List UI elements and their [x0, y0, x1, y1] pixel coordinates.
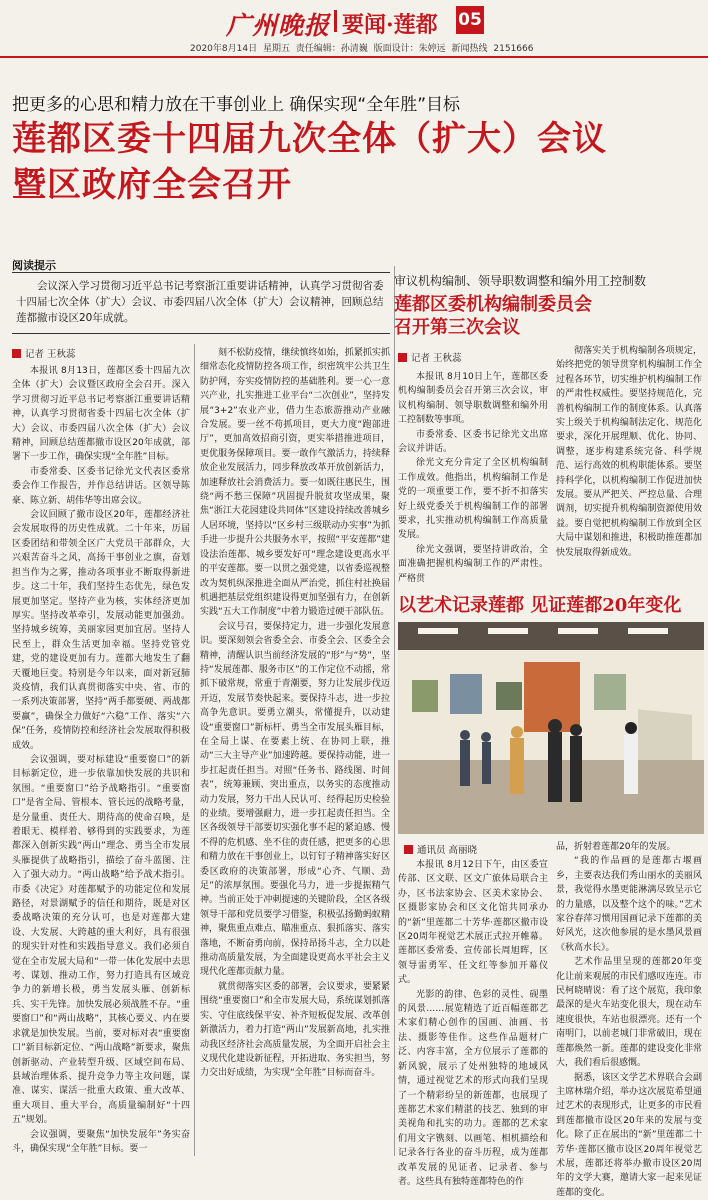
third-headline: 以艺术记录莲都 见证莲都20年变化: [398, 591, 681, 617]
second-paragraph: 本报讯 8月10日上午，莲都区委机构编制委员会召开第三次会议，审议机构编制、领导职数调整和编外用工控制数等事项。: [398, 370, 548, 428]
exhibition-photo: [398, 622, 704, 834]
third-paragraph: 本报讯 8月12日下午，由区委宣传部、区文联、区文广旅体局联合主办，区书法家协会、区美术家协会、区摄影家协会和区文化馆共同承办的“新”里莲都二十芳华·莲都区撤市设区20周年视觉艺术展正式拉开帷幕。莲都区委常委、宣传部长周旭晖，区领导雷勇军、任文红等参加开幕仪式。: [398, 858, 548, 988]
lead-column-1: [12, 364, 190, 1156]
masthead-separator: [334, 10, 337, 32]
lead-byline-text: 记者 王秋蕊: [25, 349, 76, 360]
third-paragraph: “我的作品画的是莲都古堰画乡，主要表达我们秀山丽水的美丽风景，我觉得水墨更能淋漓尽致呈示它的力量感，以及整个这个的味。”艺术家谷春萍习惯用国画记录下莲都的美好风光，这次他参展的是水墨风景画《秋高水长》。: [556, 854, 702, 955]
second-headline-line1: 莲都区委机构编制委员会: [394, 293, 592, 316]
lead-paragraph: 本报讯 8月13日，莲都区委十四届九次全体（扩大）会议暨区政府全会召开。深入学习贯彻习近平总书记考察浙江重要讲话精神，认真学习贯彻省委十四届七次全体（扩大）会议、市委四届八次全体（扩大）会议精神，回顾总结莲都撤市设区20年成就，部署下一步工作，确保实现“全年胜”目标。: [12, 364, 190, 465]
lead-paragraph: 市委常委、区委书记徐光文代表区委常委会作工作报告，并作总结讲话。区领导陈豪、陈立新、胡伟华等出席会议。: [12, 465, 190, 508]
lead-headline-line2: 暨区政府全会召开: [12, 162, 607, 208]
lead-byline: [12, 346, 76, 360]
second-column-1: [398, 370, 548, 570]
third-column-1: [398, 858, 548, 1156]
lead-column-2: [200, 346, 390, 1156]
third-byline-text: 通讯员 高丽晓: [417, 845, 477, 856]
second-paragraph: 彻落实关于机构编制各项规定，始终把党的领导贯穿机构编制工作全过程各环节，切实维护机构编制工作的严肃性权威性。要坚持规范化，完善机构编制工作的制度体系。认真落实上级关于机构编制法定化、规范化要求，深化开展理顺、优化、协同、调整，逐步构建系统完备、科学规范、运行高效的机构职能体系。要坚持科学化，以机构编制工作促进加快发展。要从严把关、严控总量、合理调剂，切实提升机构编制资源使用效益。要自觉把机构编制工作放到全区大局中谋划和推进，积极助推莲都加快发展取得新成效。: [556, 344, 702, 560]
section-title: 要闻·莲都: [342, 8, 438, 39]
lead-paragraph: 会议回顾了撤市设区20年，莲都经济社会发展取得的历史性成就。二十年来，历届区委团结和带领全区广大党员干部群众，大兴艰苦奋斗之风，高扬干事创业之旗，奋划担当作为之雾，推动各项事业不断取得新进步。这二十年，我们坚持生态优先，绿色发展更加坚定。坚持产业为核，实体经济更加厚实。坚持改革牵引，发展动能更加强劲。坚持城乡统筹，美丽家园更加宜居。坚持人民至上，群众生活更加幸福。坚持党管党建，党的建设更加有力。莲都大地发生了翻天覆地巨变。特别是今年以来，面对新冠肺炎疫情，我们认真贯彻落实中央、省、市的一系列决策部署，坚持“两手都要硬、两战都要赢”，确保全力做好“六稳”工作、落实“六保”任务，疫情防控和经济社会发展取得积极成效。: [12, 508, 190, 753]
section-divider: [394, 266, 395, 1156]
lead-paragraph: 刻不松防疫情，继续慎终如始，抓紧抓实抓细常态化疫情防控各项工作，织密筑牢公共卫生防护网，夯实疫情防控的基础胜利。要一心一意兴产业，扎实推进工业平台“二次创业”，坚持发展“3+2”农业产业，借力生态旅游推动产业融合发展。要一丝不苟抓项目，更大力度“跑部进厅”，更加高效招商引资，更实举措推进项目，更优服务保障项目。要一敢作气激活力，持续释放企业发展活力，同步释放改革开放创新活力，加速释放社会消费活力。要一如既往惠民生，围绕“两不愁三保障”巩固提升脱贫攻坚成果，聚焦“浙江大花园建设共同体”区建设持续改善城乡人居环境，坚持以“区乡村三级联动办实事”为抓手进一步提升公共服务水平，按照“平安莲都”建设法治莲都、城乡要发好可“理念建设更高水平的平安莲都。要一以贯之强党建，以省委巡视整改为契机纵深推进全面从严治党，抓住村社换届机遇把基层党组织建设得更加坚强有力，在创新实践“五大工作制度”中着力锻造过硬干部队伍。: [200, 346, 390, 620]
third-paragraph: 品，折射着莲都20年的发展。: [556, 840, 702, 854]
lead-paragraph: 会议号召，要保持定力，进一步强化发展意识。要深刻领会省委全会、市委全会、区委全会精神，清醒认识当前经济发展的“形”与“势”，坚持“发展莲都、服务市区”的工作定位不动摇，常抓下破常规，常重于青潮要，努力让发展步伐迈开迈，发展节奏快起来。要保持斗志，进一步拉高争先意识。要勇立潮头，常懂提升，以动建设“重要窗口”新标杆、勇当全市发展头雁目标，在全局上谋、在要素上统、在协同上联，推动“三大主导产业”加速跨越。要保持动能，进一步扛起责任担当。对照“任务书、路线图、时间表”，统筹兼顾、突出重点，以务实的态度推动动力发展，努力干出人民认可、经得起历史检验的业绩。要增强耐力，进一步扛起责任担当。全区各级领导干部要切实强化事不起的紧迫感、慢不得的危机感、坐不住的责任感，把更多的心思和精力放在干事创业上，以钉钉子精神落实好区委区政府的决策部署，形成“心齐、气顺、劲足”的浓厚氛围。要强化马力，进一步提振精气神。当前正处于冲刺提速的关键阶段，全区各级领导干部和党员要学习借鉴，积极弘扬勤蚂蚁精神，聚焦重点难点、瞄准重点、狠抓落实、落实落地，不断奋勇向前，保持昂扬斗志，全力以赴推动高质量发展，为全面建设更高水平社会主义现代化莲都贡献力量。: [200, 620, 390, 980]
read-guide-text: 会议深入学习贯彻习近平总书记考察浙江重要讲话精神，认真学习贯彻省委十四届七次全体（扩大）会议、市委四届八次全体（扩大）会议精神，回顾总结莲都撤市设区20年成就。: [16, 278, 386, 326]
byline-marker-icon: [398, 353, 407, 362]
second-byline-text: 记者 王秋蕊: [411, 353, 462, 364]
second-paragraph: 徐光文强调，要坚持讲政治，全面准确把握机构编制工作的严肃性。严格贯: [398, 543, 548, 586]
third-column-2: [556, 840, 702, 1156]
second-column-2: [556, 344, 702, 570]
read-guide-label: 阅读提示: [12, 257, 56, 273]
third-paragraph: 光影的韵律、色彩的灵性、砚墨的风景……展览精选了近百幅莲都艺术家们精心创作的国画、油画、书法、摄影等佳作。这些作品题材广泛、内容丰富，全方位展示了莲都的新风貌，展示了处州独特的地域风情，通过视觉艺术的形式向我们呈现了一个精彩纷呈的新莲都，也展现了莲都艺术家们精湛的技艺、独到的审美视角和扎实的功力。莲都的艺术家们用文字镌刻、以画笔、相机描绘和记录各行各业的奋斗历程，成为莲都改革发展的见证者、记录者、参与者。这些具有独特莲都特色的作: [398, 988, 548, 1190]
second-paragraph: 徐光文充分肯定了全区机构编制工作成效。他指出，机构编制工作是党的一项重要工作，要不折不扣落实好上级党委关于机构编制工作的部署要求，扎实推动机构编制工作高质量发展。: [398, 456, 548, 542]
lead-paragraph: 就贯彻落实区委的部署，会议要求，要紧紧围绕“重要窗口”和全市发展大局，系统谋划抓落实、守住底线保平安、补齐短板促发展、改革创新激活力，着力打造“两山”发展新高地，扎实推动我区经济社会高质量发展，为全面开启社会主义现代化建设新征程，开拓进取、务实担当，努力交出好成绩，为实现“全年胜”目标而奋斗。: [200, 980, 390, 1081]
lead-headline-line1: 莲都区委十四届九次全体（扩大）会议: [12, 116, 607, 162]
second-byline: [398, 350, 462, 364]
second-kicker: 审议机构编制、领导职数调整和编外用工控制数: [394, 272, 646, 289]
third-paragraph: 据悉，该区文学艺术界联合会副主席林瑞介绍，举办这次展览希望通过艺术的表现形式，让更多的市民看到莲都撤市设区20年来的发展与变化。除了正在展出的“新”里莲都二十芳华·莲都区撤市设区20周年视觉艺术展，莲都还将举办撤市设区20周年的文学大赛，邀请大家一起来见证莲都的变化。: [556, 1071, 702, 1200]
third-byline: [404, 842, 477, 856]
second-paragraph: 市委常委、区委书记徐光文出席会议并讲话。: [398, 428, 548, 457]
lead-paragraph: 会议强调，要对标建设“重要窗口”的新目标新定位，进一步依靠加快发展的共识和氛围。“重要窗口”给予战略指引。“重要窗口”是省全局、管根本、管长远的战略考量，是分量重、责任大、期待高的使命召唤，是着眼无、模样着、够得到的实践要求，为莲都深入创新实践“两山”理念、勇当全市发展头雁提供了战略指引，描绘了奋斗蓝图、注入了强大动力。“两山战略”给予战术指引。市委《决定》对莲都赋予的功能定位和发展路径，对景湖赋予的信任和期待，既是对区委战略决策的充分认可，也是对莲都大建设、大发展、大跨越的重大利好，具有很强的现实针对性和实践指导意义。我们必须自觉在全市发展大局和“一带一体化发展中去思考、谋划、推动工作，努力打造具有区域竞争力的新增长极，勇当发展头雁、创新标兵、实干先锋。加快发展必须战胜不存。“重要窗口”和“两山战略”，其核心要义、内在要求就是加快发展。当前，要对标对表“重要窗口”新目标新定位、“两山战略”新要求，聚焦创新驱动、产业转型升级、区域空间布局、县域治理体系、提升竞争力等主攻问题，谋准、谋实、谋活一批重大政策、重大改革、重大项目、重大平台，高质量编制好“十四五”规划。: [12, 753, 190, 1128]
lead-kicker: 把更多的心思和精力放在干事创业上 确保实现“全年胜”目标: [12, 90, 460, 115]
read-guide-box: [12, 272, 390, 334]
lead-headline: [12, 116, 607, 208]
lead-paragraph: 会议强调，要聚焦“加快发展年”务实奋斗，确保实现“全年胜”目标。要一: [12, 1128, 190, 1157]
byline-marker-icon: [404, 845, 413, 854]
page-number: 05: [456, 6, 484, 34]
column-divider: [194, 344, 195, 1156]
third-paragraph: 艺术作品里呈现的莲都20年变化让前来观展的市民们感叹连连。市民柯晓晴说：看了这个展览，我印象最深的是火车站变化很大，现在动车速度很快，车站也很漂亮。还有一个南明门，以前老城门非常破旧，现在莲都焕然一新。莲都的建设变化非常大，我们看后很感慨。: [556, 955, 702, 1070]
second-headline-line2: 召开第三次会议: [394, 316, 592, 339]
newspaper-logo: 广州晚报: [226, 6, 330, 42]
byline-marker-icon: [12, 349, 21, 358]
masthead-rule: [0, 56, 708, 58]
second-headline: [394, 293, 592, 339]
dateline: 2020年8月14日 星期五 责任编辑：孙清巍 版面设计：朱婷远 新闻热线 2151666: [190, 41, 533, 54]
masthead: [0, 0, 708, 40]
exhibition-photo-illustration: [398, 622, 704, 834]
